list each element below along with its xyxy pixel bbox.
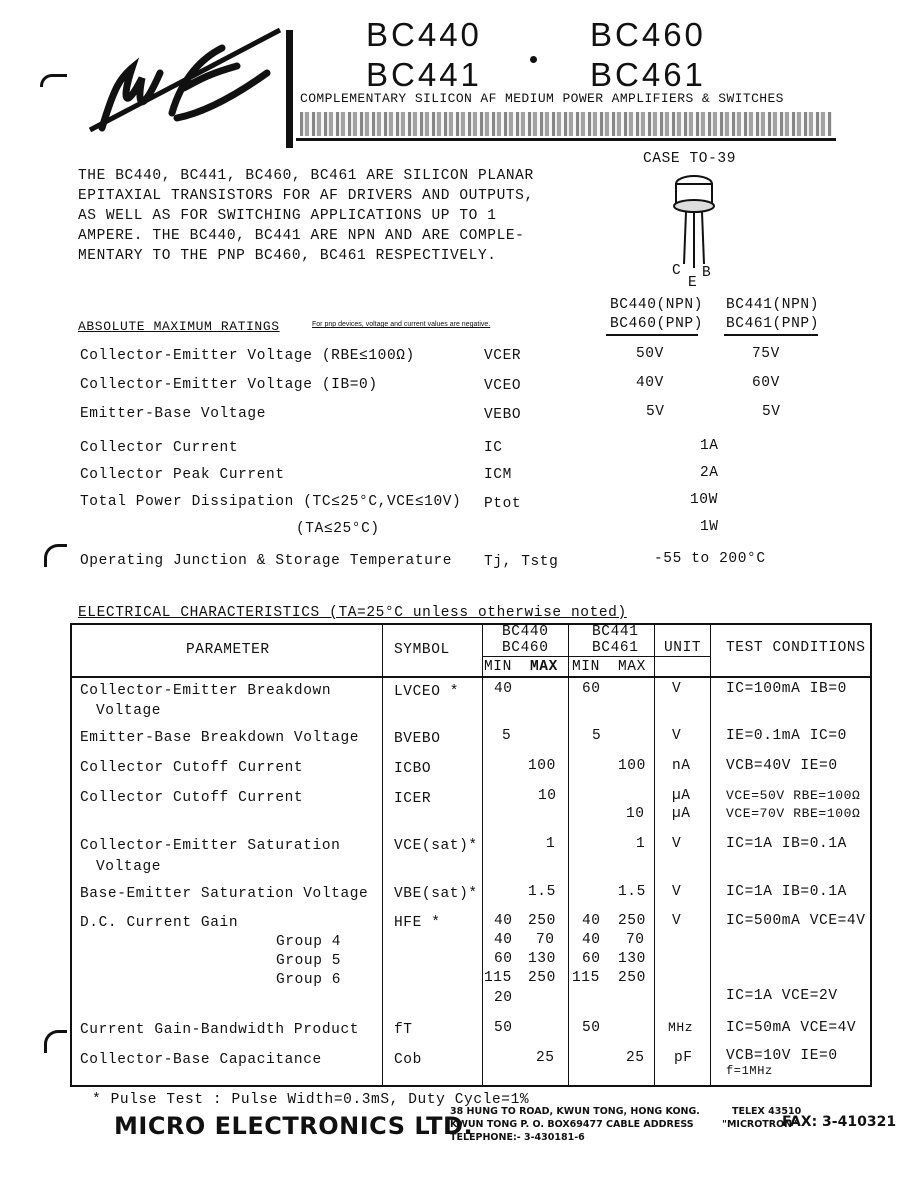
ec-param: Emitter-Base Breakdown Voltage bbox=[80, 730, 360, 746]
table-col-divider bbox=[568, 623, 569, 1087]
address-line-2: KWUN TONG P. O. BOX69477 CABLE ADDRESS bbox=[450, 1119, 694, 1130]
amr-value: 40V bbox=[636, 375, 664, 391]
amr-col2-pnp: BC461(PNP) bbox=[726, 316, 820, 332]
ec-min2: 60 bbox=[582, 951, 601, 967]
ec-min1: 40 bbox=[494, 681, 513, 697]
amr-symbol: IC bbox=[484, 440, 503, 456]
table-col-divider bbox=[654, 623, 655, 1087]
table-minmax-rule bbox=[482, 656, 710, 657]
table-top-border bbox=[70, 623, 872, 625]
ec-symbol: VCE(sat)* bbox=[394, 838, 478, 854]
ec-max1: 70 bbox=[536, 932, 555, 948]
ec-param-cont: Voltage bbox=[96, 859, 162, 875]
ec-symbol: fT bbox=[394, 1022, 413, 1038]
table-bottom-border bbox=[70, 1085, 872, 1087]
part-number-2: BC441 bbox=[366, 56, 482, 93]
col-header-min: MIN bbox=[572, 659, 600, 675]
punch-mark bbox=[40, 74, 67, 87]
col-header-max: MAX bbox=[618, 659, 646, 675]
ec-max1: 100 bbox=[528, 758, 556, 774]
header-subtitle: COMPLEMENTARY SILICON AF MEDIUM POWER AMPLIFIERS & SWITCHES bbox=[300, 91, 784, 106]
col-header-max: MAX bbox=[530, 659, 558, 675]
table-left-border bbox=[70, 623, 72, 1087]
punch-mark bbox=[44, 544, 67, 567]
ec-symbol: VBE(sat)* bbox=[394, 886, 478, 902]
col-header-unit: UNIT bbox=[664, 640, 702, 656]
amr-param: Collector-Emitter Voltage (RBE≤100Ω) bbox=[80, 348, 415, 364]
intro-line: EPITAXIAL TRANSISTORS FOR AF DRIVERS AND OUTPUTS, bbox=[78, 188, 534, 204]
amr-symbol: VEBO bbox=[484, 407, 522, 423]
telex: TELEX 43510 bbox=[732, 1106, 802, 1117]
ec-symbol: ICER bbox=[394, 791, 432, 807]
ec-max2: 1 bbox=[636, 836, 646, 852]
transistor-icon bbox=[662, 172, 732, 272]
ec-param: Base-Emitter Saturation Voltage bbox=[80, 886, 369, 902]
intro-paragraph bbox=[78, 166, 534, 266]
ec-test: IE=0.1mA IC=0 bbox=[726, 728, 847, 744]
ec-max2: 10 bbox=[626, 806, 645, 822]
ec-param: Collector-Emitter Saturation bbox=[80, 838, 341, 854]
ec-symbol: Cob bbox=[394, 1052, 422, 1068]
part-number-4: BC461 bbox=[590, 56, 706, 93]
amr-symbol: Tj, Tstg bbox=[484, 554, 559, 570]
ec-param: Collector-Base Capacitance bbox=[80, 1052, 322, 1068]
col-header-test: TEST CONDITIONS bbox=[726, 640, 866, 656]
ec-min2: 50 bbox=[582, 1020, 601, 1036]
cable-address: "MICROTRON" bbox=[722, 1119, 798, 1130]
ec-min2: 60 bbox=[582, 681, 601, 697]
ec-unit: V bbox=[672, 836, 682, 852]
ec-symbol: BVEBO bbox=[394, 731, 441, 747]
ec-max2: 1.5 bbox=[618, 884, 646, 900]
ec-min2: 115 bbox=[572, 970, 600, 986]
amr-value: -55 to 200°C bbox=[654, 551, 766, 567]
ec-max2: 70 bbox=[626, 932, 645, 948]
ec-max2: 250 bbox=[618, 970, 646, 986]
ec-test: IC=500mA VCE=4V bbox=[726, 913, 866, 929]
ec-unit: V bbox=[672, 884, 682, 900]
ec-unit: pF bbox=[674, 1050, 693, 1066]
part-number-3: BC460 bbox=[590, 16, 706, 53]
ec-max2: 25 bbox=[626, 1050, 645, 1066]
ec-min1: 40 bbox=[494, 913, 513, 929]
col-header-group2b: BC461 bbox=[592, 640, 639, 656]
amr-col1-pnp: BC460(PNP) bbox=[610, 316, 704, 332]
ec-test: VCE=70V RBE=100Ω bbox=[726, 806, 861, 821]
amr-param: Collector-Emitter Voltage (IB=0) bbox=[80, 377, 378, 393]
telephone: TELEPHONE:- 3-430181-6 bbox=[450, 1132, 585, 1143]
ec-unit: µA bbox=[672, 806, 691, 822]
col-header-group1b: BC460 bbox=[502, 640, 549, 656]
pin-e-label: E bbox=[688, 275, 698, 291]
amr-col1-rule bbox=[606, 334, 698, 336]
ec-min1: 115 bbox=[484, 970, 512, 986]
table-header-border bbox=[70, 676, 872, 678]
amr-value: 5V bbox=[762, 404, 781, 420]
header-noise-strip bbox=[300, 112, 832, 136]
ec-min1: 5 bbox=[502, 728, 512, 744]
ec-symbol: HFE * bbox=[394, 915, 441, 931]
amr-param: (TA≤25°C) bbox=[296, 521, 380, 537]
ec-test: IC=1A IB=0.1A bbox=[726, 884, 847, 900]
table-right-border bbox=[870, 623, 872, 1087]
logo-mark bbox=[62, 18, 284, 148]
ec-max1: 1 bbox=[546, 836, 556, 852]
ec-max1: 250 bbox=[528, 913, 556, 929]
amr-value: 75V bbox=[752, 346, 780, 362]
amr-title: ABSOLUTE MAXIMUM RATINGS bbox=[78, 319, 280, 334]
table-col-divider bbox=[382, 623, 383, 1087]
ec-min2: 40 bbox=[582, 913, 601, 929]
amr-col1-npn: BC440(NPN) bbox=[610, 297, 704, 313]
ec-param-cont: Voltage bbox=[96, 703, 162, 719]
ec-param: Current Gain-Bandwidth Product bbox=[80, 1022, 360, 1038]
fax: FAX: 3-410321 bbox=[782, 1114, 897, 1130]
amr-value: 5V bbox=[646, 404, 665, 420]
ec-unit: V bbox=[672, 728, 682, 744]
amr-param: Collector Current bbox=[80, 440, 239, 456]
part-separator-dot bbox=[530, 56, 537, 63]
ec-max2: 130 bbox=[618, 951, 646, 967]
amr-col2-rule bbox=[724, 334, 818, 336]
col-header-symbol: SYMBOL bbox=[394, 642, 450, 658]
ec-unit: V bbox=[672, 681, 682, 697]
ec-min1: 20 bbox=[494, 990, 513, 1006]
ec-min1: 60 bbox=[494, 951, 513, 967]
ec-min2: 40 bbox=[582, 932, 601, 948]
amr-symbol: ICM bbox=[484, 467, 512, 483]
amr-col2-npn: BC441(NPN) bbox=[726, 297, 820, 313]
amr-value: 2A bbox=[700, 465, 719, 481]
intro-line: MENTARY TO THE PNP BC460, BC461 RESPECTIVELY. bbox=[78, 248, 497, 264]
amr-value: 10W bbox=[690, 492, 718, 508]
ec-unit: µA bbox=[672, 788, 691, 804]
ec-param: Collector Cutoff Current bbox=[80, 790, 304, 806]
logo-divider bbox=[286, 30, 293, 148]
ec-max1: 10 bbox=[538, 788, 557, 804]
punch-mark bbox=[44, 1030, 67, 1053]
pulse-note: * Pulse Test : Pulse Width=0.3mS, Duty Cycle=1% bbox=[92, 1092, 530, 1108]
ec-group: Group 6 bbox=[276, 972, 342, 988]
pin-c-label: C bbox=[672, 263, 682, 279]
intro-line: AMPERE. THE BC440, BC441 ARE NPN AND ARE COMPLE- bbox=[78, 228, 525, 244]
ec-title: ELECTRICAL CHARACTERISTICS (TA=25°C unless otherwise noted) bbox=[78, 605, 627, 621]
ec-max1: 250 bbox=[528, 970, 556, 986]
part-number-1: BC440 bbox=[366, 16, 482, 53]
col-header-group2a: BC441 bbox=[592, 624, 639, 640]
intro-line: THE BC440, BC441, BC460, BC461 ARE SILICON PLANAR bbox=[78, 168, 534, 184]
case-title: CASE TO-39 bbox=[643, 151, 737, 167]
ec-max1: 25 bbox=[536, 1050, 555, 1066]
ec-test: IC=1A VCE=2V bbox=[726, 988, 838, 1004]
ec-max2: 100 bbox=[618, 758, 646, 774]
table-col-divider bbox=[710, 623, 711, 1087]
ec-unit: nA bbox=[672, 758, 691, 774]
amr-note: For pnp devices, voltage and current values are negative. bbox=[312, 321, 491, 328]
amr-param: Operating Junction & Storage Temperature bbox=[80, 553, 453, 569]
ec-param: Collector-Emitter Breakdown bbox=[80, 683, 332, 699]
ec-test: VCB=10V IE=0 bbox=[726, 1048, 838, 1064]
ec-test: VCE=50V RBE=100Ω bbox=[726, 788, 861, 803]
ec-unit: V bbox=[672, 913, 682, 929]
ec-param: D.C. Current Gain bbox=[80, 915, 239, 931]
amr-symbol: VCER bbox=[484, 348, 522, 364]
ec-test: IC=1A IB=0.1A bbox=[726, 836, 847, 852]
amr-param: Collector Peak Current bbox=[80, 467, 285, 483]
amr-symbol: VCEO bbox=[484, 378, 522, 394]
amr-symbol: Ptot bbox=[484, 496, 522, 512]
ec-unit: MHz bbox=[668, 1020, 694, 1035]
ec-min1: 40 bbox=[494, 932, 513, 948]
company-name: MICRO ELECTRONICS LTD. bbox=[114, 1112, 474, 1140]
amr-value: 50V bbox=[636, 346, 664, 362]
col-header-parameter: PARAMETER bbox=[186, 642, 270, 658]
ec-min1: 50 bbox=[494, 1020, 513, 1036]
amr-param: Emitter-Base Voltage bbox=[80, 406, 267, 422]
amr-value: 1A bbox=[700, 438, 719, 454]
pin-b-label: B bbox=[702, 265, 712, 281]
ec-test-cont: f=1MHz bbox=[726, 1064, 773, 1078]
ec-max2: 250 bbox=[618, 913, 646, 929]
table-col-divider bbox=[482, 623, 483, 1087]
col-header-group1a: BC440 bbox=[502, 624, 549, 640]
amr-value: 60V bbox=[752, 375, 780, 391]
ec-test: IC=100mA IB=0 bbox=[726, 681, 847, 697]
ec-test: VCB=40V IE=0 bbox=[726, 758, 838, 774]
ec-max1: 130 bbox=[528, 951, 556, 967]
header-rule bbox=[296, 138, 836, 141]
ec-group: Group 5 bbox=[276, 953, 342, 969]
ec-symbol: LVCEO * bbox=[394, 684, 460, 700]
transistor-drawing bbox=[662, 172, 732, 272]
logo bbox=[62, 18, 284, 148]
ec-param: Collector Cutoff Current bbox=[80, 760, 304, 776]
intro-line: AS WELL AS FOR SWITCHING APPLICATIONS UP TO 1 bbox=[78, 208, 497, 224]
amr-value: 1W bbox=[700, 519, 719, 535]
ec-test: IC=50mA VCE=4V bbox=[726, 1020, 857, 1036]
ec-symbol: ICBO bbox=[394, 761, 432, 777]
amr-param: Total Power Dissipation (TC≤25°C,VCE≤10V) bbox=[80, 494, 462, 510]
col-header-min: MIN bbox=[484, 659, 512, 675]
ec-min2: 5 bbox=[592, 728, 602, 744]
address-line-1: 38 HUNG TO ROAD, KWUN TONG, HONG KONG. bbox=[450, 1106, 700, 1117]
ec-group: Group 4 bbox=[276, 934, 342, 950]
ec-max1: 1.5 bbox=[528, 884, 556, 900]
